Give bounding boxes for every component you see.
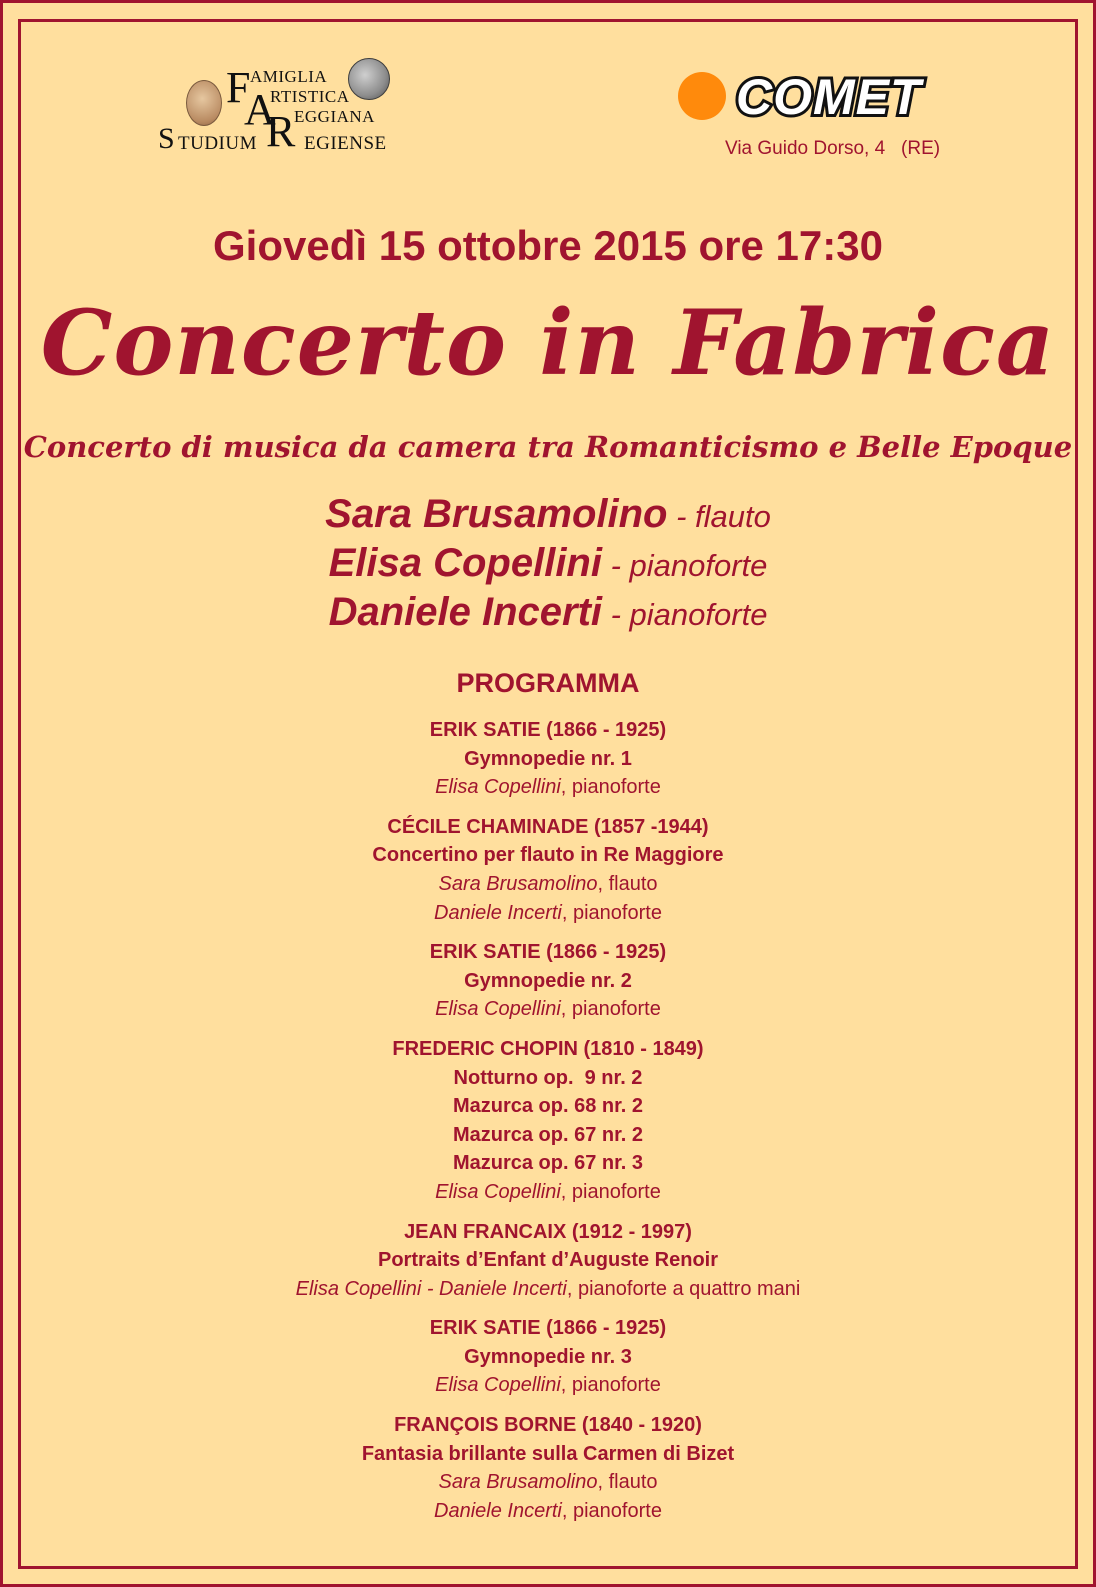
event-title: Concerto in Fabrica	[40, 290, 1056, 396]
logo-line-4b: EGIENSE	[304, 133, 387, 154]
player-role: , pianoforte	[560, 1374, 661, 1397]
player-name: Sara Brusamolino	[438, 1471, 598, 1494]
player-role: , flauto	[597, 1471, 658, 1494]
program-piece	[0, 1411, 1096, 1525]
player-role: , pianoforte	[560, 998, 661, 1021]
composer: FRANÇOIS BORNE (1840 - 1920)	[394, 1414, 702, 1437]
player-name: Daniele Incerti	[434, 901, 562, 924]
piece-performer	[0, 870, 1096, 899]
logo-initial-s: S	[158, 122, 175, 155]
program-piece	[0, 1035, 1096, 1207]
piece-performer	[0, 1178, 1096, 1207]
player-name: Elisa Copellini	[435, 1180, 561, 1203]
logo-initial-f: F	[226, 63, 251, 112]
player-role: , pianoforte	[561, 901, 662, 924]
seal-emblem-icon	[186, 80, 222, 126]
program-piece	[0, 1218, 1096, 1304]
logo-line-4a: TUDIUM	[178, 133, 257, 154]
coin-emblem-icon	[348, 58, 390, 100]
program-piece	[0, 813, 1096, 927]
program-heading: PROGRAMMA	[456, 668, 640, 698]
player-name: Elisa Copellini	[435, 776, 561, 799]
player-name: Daniele Incerti	[434, 1499, 562, 1522]
performer-role: - flauto	[667, 499, 771, 534]
performer-role: - pianoforte	[601, 548, 768, 583]
event-date: Giovedì 15 ottobre 2015 ore 17:30	[213, 222, 883, 269]
composer: JEAN FRANCAIX (1912 - 1997)	[404, 1220, 692, 1243]
player-role: , pianoforte	[560, 776, 661, 799]
performer-role: - pianoforte	[602, 597, 768, 632]
composer: ERIK SATIE (1866 - 1925)	[429, 941, 667, 964]
performer-row	[0, 539, 1096, 588]
work-title: Concertino per flauto in Re Maggiore	[372, 844, 724, 867]
player-role: , flauto	[597, 872, 658, 895]
player-name: Sara Brusamolino	[438, 872, 598, 895]
performer-name: Sara Brusamolino	[325, 492, 668, 536]
logo-line-1: AMIGLIA	[250, 67, 328, 86]
comet-wordmark-text: COMET	[736, 70, 922, 122]
piece-performer	[0, 1371, 1096, 1400]
work-title: Notturno op. 9 nr. 2	[453, 1066, 643, 1089]
work-title: Mazurca op. 67 nr. 3	[452, 1152, 644, 1175]
program-piece	[0, 1314, 1096, 1400]
comet-dot-icon	[678, 72, 726, 120]
piece-performer	[0, 995, 1096, 1024]
performer-row	[0, 490, 1096, 539]
composer: FREDERIC CHOPIN (1810 - 1849)	[392, 1037, 704, 1060]
performer-name: Elisa Copellini	[328, 541, 602, 585]
work-title: Fantasia brillante sulla Carmen di Bizet	[361, 1442, 735, 1465]
program-piece	[0, 938, 1096, 1024]
piece-performer	[0, 1468, 1096, 1497]
event-subtitle: Concerto di musica da camera tra Romanticismo e Belle Epoque	[23, 430, 1073, 464]
performer-row	[0, 588, 1096, 637]
player-name: Elisa Copellini	[435, 1374, 561, 1397]
logo-line-2: RTISTICA	[270, 87, 350, 106]
comet-wordmark	[730, 70, 962, 122]
work-title: Gymnopedie nr. 2	[464, 969, 632, 992]
program-list	[0, 716, 1096, 1536]
player-role: , pianoforte	[561, 1499, 662, 1522]
comet-address: Via Guido Dorso, 4 (RE)	[725, 138, 941, 159]
logo-initial-r: R	[266, 107, 296, 156]
composer: ERIK SATIE (1866 - 1925)	[429, 1317, 667, 1340]
player-name: Elisa Copellini	[435, 998, 561, 1021]
work-title: Mazurca op. 67 nr. 2	[452, 1123, 644, 1146]
player-role: , pianoforte	[560, 1180, 661, 1203]
performer-name: Daniele Incerti	[328, 590, 602, 634]
piece-performer	[0, 1275, 1096, 1304]
logo-initial-a: A	[244, 85, 276, 134]
composer: CÉCILE CHAMINADE (1857 -1944)	[387, 815, 709, 838]
piece-performer	[0, 1497, 1096, 1526]
work-title: Portraits d’Enfant d’Auguste Renoir	[377, 1249, 719, 1272]
program-piece	[0, 716, 1096, 802]
logo-line-3: EGGIANA	[294, 107, 375, 126]
piece-performer	[0, 773, 1096, 802]
piece-performer	[0, 899, 1096, 928]
work-title: Mazurca op. 68 nr. 2	[452, 1095, 644, 1118]
work-title: Gymnopedie nr. 3	[464, 1345, 632, 1368]
player-name: Elisa Copellini - Daniele Incerti	[295, 1277, 567, 1300]
far-logo	[158, 58, 408, 158]
composer: ERIK SATIE (1866 - 1925)	[429, 719, 667, 741]
player-role: , pianoforte a quattro mani	[566, 1277, 801, 1300]
performers-list	[0, 490, 1096, 637]
work-title: Gymnopedie nr. 1	[464, 747, 632, 770]
